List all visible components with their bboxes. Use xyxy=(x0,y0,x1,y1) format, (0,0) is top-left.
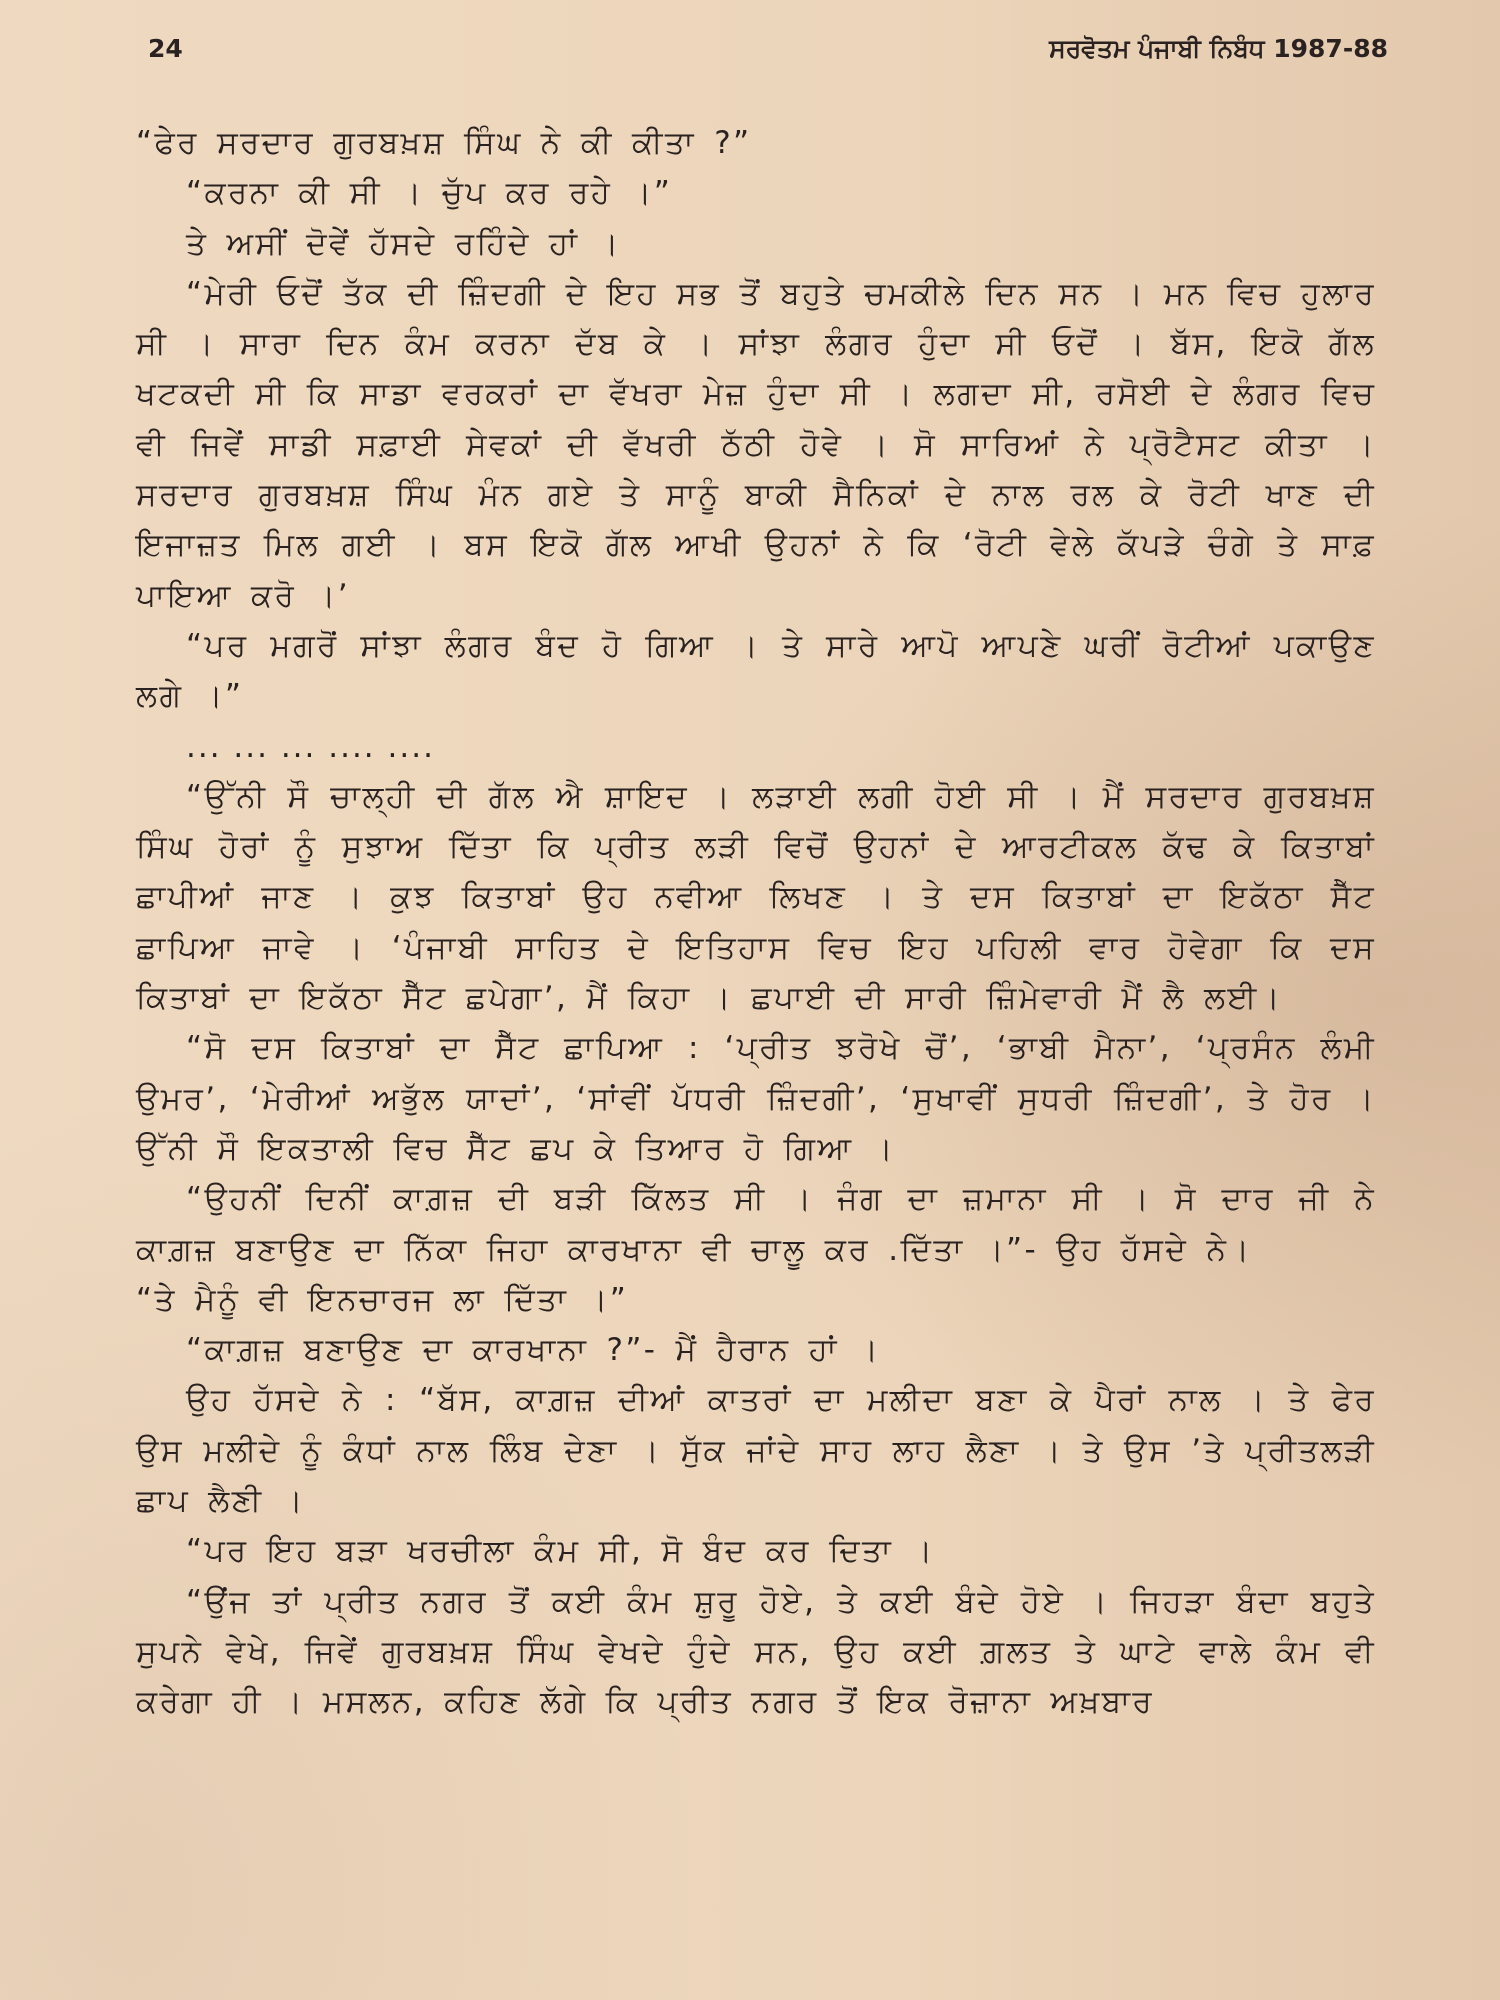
body-text xyxy=(136,118,1376,1728)
paragraph-11: ਉਹ ਹੱਸਦੇ ਨੇ : “ਬੱਸ, ਕਾਗ਼ਜ਼ ਦੀਆਂ ਕਾਤਰਾਂ ਦਾ ਮਲੀਦਾ ਬਣਾ ਕੇ ਪੈਰਾਂ ਨਾਲ । ਤੇ ਫੇਰ ਉਸ ਮਲੀਦੇ ਨੂੰ ਕੰਧਾਂ ਨਾਲ ਲਿੰਬ ਦੇਣਾ । ਸੁੱਕ ਜਾਂਦੇ ਸਾਹ ਲਾਹ ਲੈਣਾ । ਤੇ ਉਸ ’ਤੇ ਪ੍ਰੀਤਲੜੀ ਛਾਪ ਲੈਣੀ । xyxy=(136,1382,1376,1520)
page-number: 24 xyxy=(148,34,183,63)
running-header xyxy=(148,34,1388,70)
paragraph-4: “ਮੇਰੀ ਓਦੋਂ ਤੱਕ ਦੀ ਜ਼ਿੰਦਗੀ ਦੇ ਇਹ ਸਭ ਤੋਂ ਬਹੁਤੇ ਚਮਕੀਲੇ ਦਿਨ ਸਨ । ਮਨ ਵਿਚ ਹੁਲਾਰ ਸੀ । ਸਾਰਾ ਦਿਨ ਕੰਮ ਕਰਨਾ ਦੱਬ ਕੇ । ਸਾਂਝਾ ਲੰਗਰ ਹੁੰਦਾ ਸੀ ਓਦੋਂ । ਬੱਸ, ਇਕੋ ਗੱਲ ਖਟਕਦੀ ਸੀ ਕਿ ਸਾਡਾ ਵਰਕਰਾਂ ਦਾ ਵੱਖਰਾ ਮੇਜ਼ ਹੁੰਦਾ ਸੀ । ਲਗਦਾ ਸੀ, ਰਸੋਈ ਦੇ ਲੰਗਰ ਵਿਚ ਵੀ ਜਿਵੇਂ ਸਾਡੀ ਸਫ਼ਾਈ ਸੇਵਕਾਂ ਦੀ ਵੱਖਰੀ ਠੱਠੀ ਹੋਵੇ । ਸੋ ਸਾਰਿਆਂ ਨੇ ਪ੍ਰੋਟੈਸਟ ਕੀਤਾ । ਸਰਦਾਰ ਗੁਰਬਖ਼ਸ਼ ਸਿੰਘ ਮੰਨ ਗਏ ਤੇ ਸਾਨੂੰ ਬਾਕੀ ਸੈਨਿਕਾਂ ਦੇ ਨਾਲ ਰਲ ਕੇ ਰੋਟੀ ਖਾਣ ਦੀ ਇਜਾਜ਼ਤ ਮਿਲ ਗਈ । ਬਸ ਇਕੋ ਗੱਲ ਆਖੀ ਉਹਨਾਂ ਨੇ ਕਿ ‘ਰੋਟੀ ਵੇਲੇ ਕੱਪੜੇ ਚੰਗੇ ਤੇ ਸਾਫ਼ ਪਾਇਆ ਕਰੋ ।’ xyxy=(136,275,1376,614)
section-break-ellipsis: ... ... ... .... .... xyxy=(186,728,435,765)
paragraph-1: “ਫੇਰ ਸਰਦਾਰ ਗੁਰਬਖ਼ਸ਼ ਸਿੰਘ ਨੇ ਕੀ ਕੀਤਾ ?” xyxy=(136,125,752,161)
paragraph-8: “ਉਹਨੀਂ ਦਿਨੀਂ ਕਾਗ਼ਜ਼ ਦੀ ਬੜੀ ਕਿੱਲਤ ਸੀ । ਜੰਗ ਦਾ ਜ਼ਮਾਨਾ ਸੀ । ਸੋ ਦਾਰ ਜੀ ਨੇ ਕਾਗ਼ਜ਼ ਬਣਾਉਣ ਦਾ ਨਿੱਕਾ ਜਿਹਾ ਕਾਰਖਾਨਾ ਵੀ ਚਾਲੂ ਕਰ .ਦਿੱਤਾ ।”- ਉਹ ਹੱਸਦੇ ਨੇ। xyxy=(136,1181,1376,1268)
paragraph-9: “ਤੇ ਮੈਨੂੰ ਵੀ ਇਨਚਾਰਜ ਲਾ ਦਿੱਤਾ ।” xyxy=(136,1281,629,1318)
paragraph-6: “ਉੱਨੀ ਸੌ ਚਾਲ੍ਹੀ ਦੀ ਗੱਲ ਐ ਸ਼ਾਇਦ । ਲੜਾਈ ਲਗੀ ਹੋਈ ਸੀ । ਮੈਂ ਸਰਦਾਰ ਗੁਰਬਖ਼ਸ਼ ਸਿੰਘ ਹੋਰਾਂ ਨੂੰ ਸੁਝਾਅ ਦਿੱਤਾ ਕਿ ਪ੍ਰੀਤ ਲੜੀ ਵਿਚੋਂ ਉਹਨਾਂ ਦੇ ਆਰਟੀਕਲ ਕੱਢ ਕੇ ਕਿਤਾਬਾਂ ਛਾਪੀਆਂ ਜਾਣ । ਕੁਝ ਕਿਤਾਬਾਂ ਉਹ ਨਵੀਆ ਲਿਖਣ । ਤੇ ਦਸ ਕਿਤਾਬਾਂ ਦਾ ਇਕੱਠਾ ਸੈੱਟ ਛਾਪਿਆ ਜਾਵੇ । ‘ਪੰਜਾਬੀ ਸਾਹਿਤ ਦੇ ਇਤਿਹਾਸ ਵਿਚ ਇਹ ਪਹਿਲੀ ਵਾਰ ਹੋਵੇਗਾ ਕਿ ਦਸ ਕਿਤਾਬਾਂ ਦਾ ਇਕੱਠਾ ਸੈੱਟ ਛਪੇਗਾ’, ਮੈਂ ਕਿਹਾ । ਛਪਾਈ ਦੀ ਸਾਰੀ ਜ਼ਿੰਮੇਵਾਰੀ ਮੈਂ ਲੈ ਲਈ। xyxy=(136,778,1376,1017)
running-title: ਸਰਵੋਤਮ ਪੰਜਾਬੀ ਨਿਬੰਧ 1987-88 xyxy=(1049,34,1388,63)
paragraph-12: “ਪਰ ਇਹ ਬੜਾ ਖਰਚੀਲਾ ਕੰਮ ਸੀ, ਸੋ ਬੰਦ ਕਰ ਦਿਤਾ । xyxy=(186,1533,935,1570)
paragraph-13: “ਉਂਜ ਤਾਂ ਪ੍ਰੀਤ ਨਗਰ ਤੋਂ ਕਈ ਕੰਮ ਸ਼ੁਰੂ ਹੋਏ, ਤੇ ਕਈ ਬੰਦੇ ਹੋਏ । ਜਿਹੜਾ ਬੰਦਾ ਬਹੁਤੇ ਸੁਪਨੇ ਵੇਖੇ, ਜਿਵੇਂ ਗੁਰਬਖ਼ਸ਼ ਸਿੰਘ ਵੇਖਦੇ ਹੁੰਦੇ ਸਨ, ਉਹ ਕਈ ਗ਼ਲਤ ਤੇ ਘਾਟੇ ਵਾਲੇ ਕੰਮ ਵੀ ਕਰੇਗਾ ਹੀ । ਮਸਲਨ, ਕਹਿਣ ਲੱਗੇ ਕਿ ਪ੍ਰੀਤ ਨਗਰ ਤੋਂ ਇਕ ਰੋਜ਼ਾਨਾ ਅਖ਼ਬਾਰ xyxy=(136,1583,1376,1721)
paragraph-7: “ਸੋ ਦਸ ਕਿਤਾਬਾਂ ਦਾ ਸੈੱਟ ਛਾਪਿਆ : ‘ਪ੍ਰੀਤ ਝਰੋਖੇ ਚੋਂ’, ‘ਭਾਬੀ ਮੈਨਾ’, ‘ਪ੍ਰਸੰਨ ਲੰਮੀ ਉਮਰ’, ‘ਮੇਰੀਆਂ ਅਭੁੱਲ ਯਾਦਾਂ’, ‘ਸਾਂਵੀਂ ਪੱਧਰੀ ਜ਼ਿੰਦਗੀ’, ‘ਸੁਖਾਵੀਂ ਸੁਧਰੀ ਜ਼ਿੰਦਗੀ’, ਤੇ ਹੋਰ । ਉੱਨੀ ਸੌ ਇਕਤਾਲੀ ਵਿਚ ਸੈੱਟ ਛਪ ਕੇ ਤਿਆਰ ਹੋ ਗਿਆ । xyxy=(136,1030,1376,1167)
paragraph-10: “ਕਾਗ਼ਜ਼ ਬਣਾਉਣ ਦਾ ਕਾਰਖਾਨਾ ?”- ਮੈਂ ਹੈਰਾਨ ਹਾਂ । xyxy=(186,1332,881,1369)
paragraph-2: “ਕਰਨਾ ਕੀ ਸੀ । ਚੁੱਪ ਕਰ ਰਹੇ ।” xyxy=(186,175,673,212)
paragraph-3: ਤੇ ਅਸੀਂ ਦੋਵੇਂ ਹੱਸਦੇ ਰਹਿੰਦੇ ਹਾਂ । xyxy=(186,225,621,262)
paragraph-5: “ਪਰ ਮਗਰੋਂ ਸਾਂਝਾ ਲੰਗਰ ਬੰਦ ਹੋ ਗਿਆ । ਤੇ ਸਾਰੇ ਆਪੋ ਆਪਣੇ ਘਰੀਂ ਰੋਟੀਆਂ ਪਕਾਉਣ ਲਗੇ ।” xyxy=(136,627,1376,715)
